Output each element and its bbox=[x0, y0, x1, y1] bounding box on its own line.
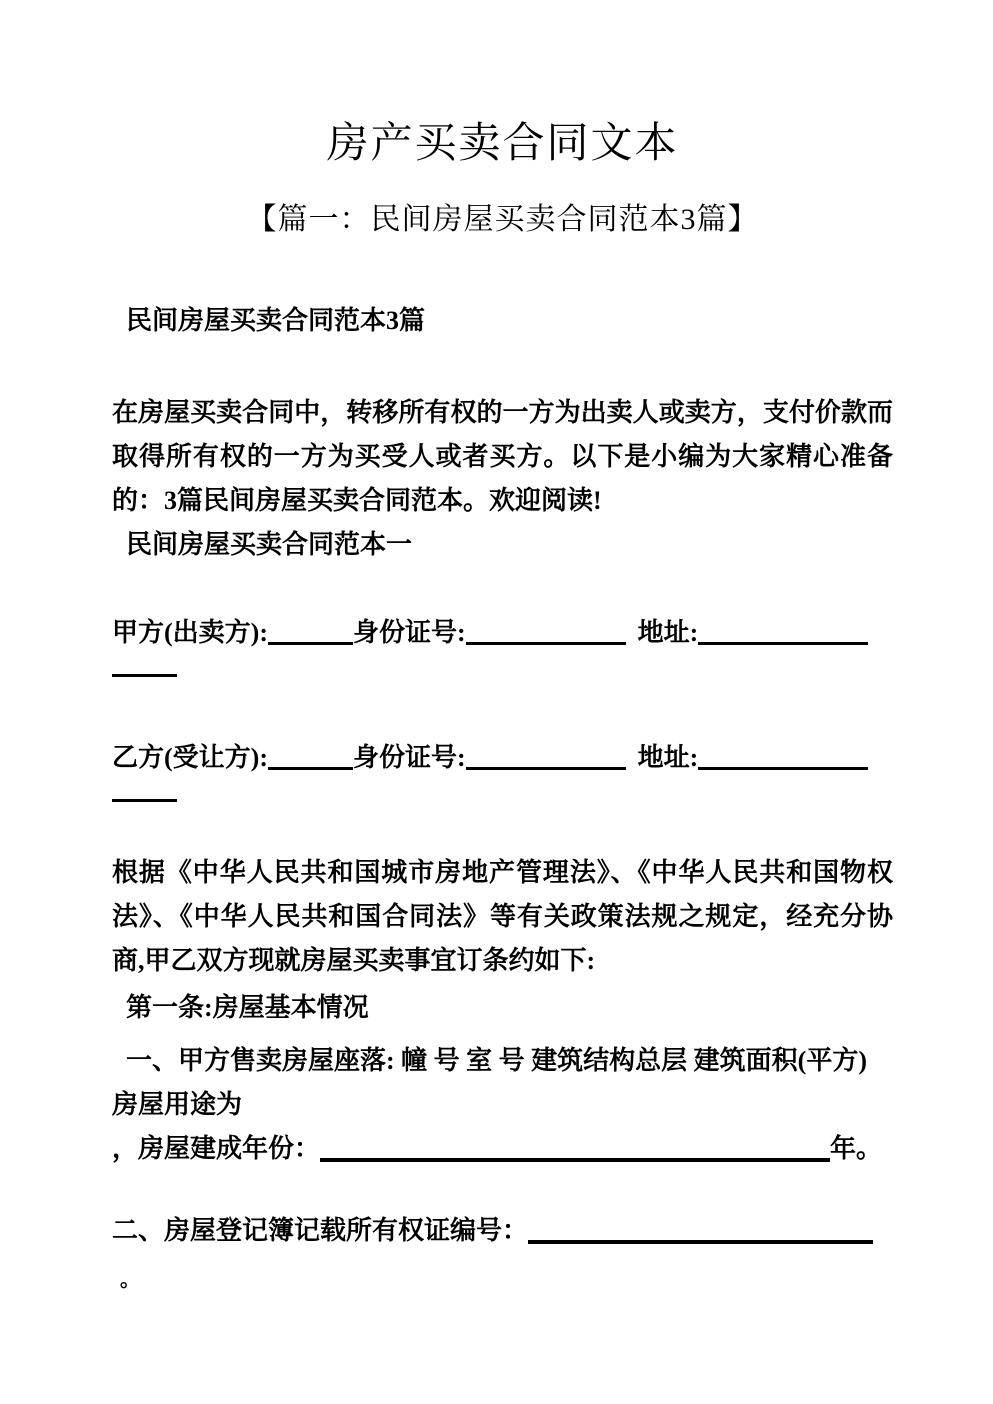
party-b-continuation-blank bbox=[112, 777, 177, 802]
clause1-item2-label: 二、房屋登记簿记载所有权证编号： bbox=[112, 1216, 529, 1245]
year-line-suffix: 年。 bbox=[830, 1134, 883, 1163]
intro-paragraph: 在房屋买卖合同中，转移所有权的一方为出卖人或卖方，支付价款而取得所有权的一方为买受人或者买方。以下是小编为大家精心准备的：3篇民间房屋买卖合同范本。欢迎阅读! bbox=[112, 398, 893, 515]
party-a-id-label: 身份证号: bbox=[352, 618, 466, 647]
party-a-address-label: 地址: bbox=[637, 618, 699, 647]
party-b-line bbox=[112, 742, 893, 806]
party-b-id-label: 身份证号: bbox=[352, 743, 466, 772]
party-b-name-label: 乙方(受让方): bbox=[112, 743, 268, 772]
clause1-heading: 第一条:房屋基本情况 bbox=[126, 993, 369, 1022]
party-b-address-blank bbox=[698, 745, 868, 770]
party-a-continuation-blank bbox=[112, 652, 177, 677]
clause1-year-line bbox=[112, 1127, 893, 1171]
year-line-prefix: ，房屋建成年份： bbox=[112, 1134, 321, 1163]
trailing-period-line: 。 bbox=[120, 1269, 140, 1291]
document-subtitle: 【篇一：民间房屋买卖合同范本3篇】 bbox=[246, 203, 759, 236]
party-b-id-blank bbox=[466, 745, 626, 770]
party-a-address-blank bbox=[698, 620, 868, 645]
party-b-address-label: 地址: bbox=[637, 743, 699, 772]
clause1-item1-paragraph: 一、甲方售卖房屋座落: 幢 号 室 号 建筑结构总层 建筑面积(平方) 房屋用途为 bbox=[112, 1046, 867, 1119]
document-title: 房产买卖合同文本 bbox=[326, 121, 679, 167]
party-a-id-blank bbox=[466, 620, 626, 645]
party-a-name-blank bbox=[268, 620, 353, 645]
clause1-item2-line bbox=[112, 1209, 893, 1253]
legal-paragraph: 根据《中华人民共和国城市房地产管理法》、《中华人民共和国物权法》、《中华人民共和国合同法》等有关政策法规之规定，经充分协商,甲乙双方现就房屋买卖事宜订条约如下: bbox=[112, 858, 893, 975]
section-heading: 民间房屋买卖合同范本3篇 bbox=[126, 306, 426, 335]
party-b-name-blank bbox=[268, 745, 353, 770]
party-a-name-label: 甲方(出卖方): bbox=[112, 618, 268, 647]
build-year-blank bbox=[320, 1134, 830, 1162]
sample-heading: 民间房屋买卖合同范本一 bbox=[126, 530, 413, 559]
certificate-number-blank bbox=[528, 1216, 873, 1244]
party-a-line bbox=[112, 617, 893, 681]
